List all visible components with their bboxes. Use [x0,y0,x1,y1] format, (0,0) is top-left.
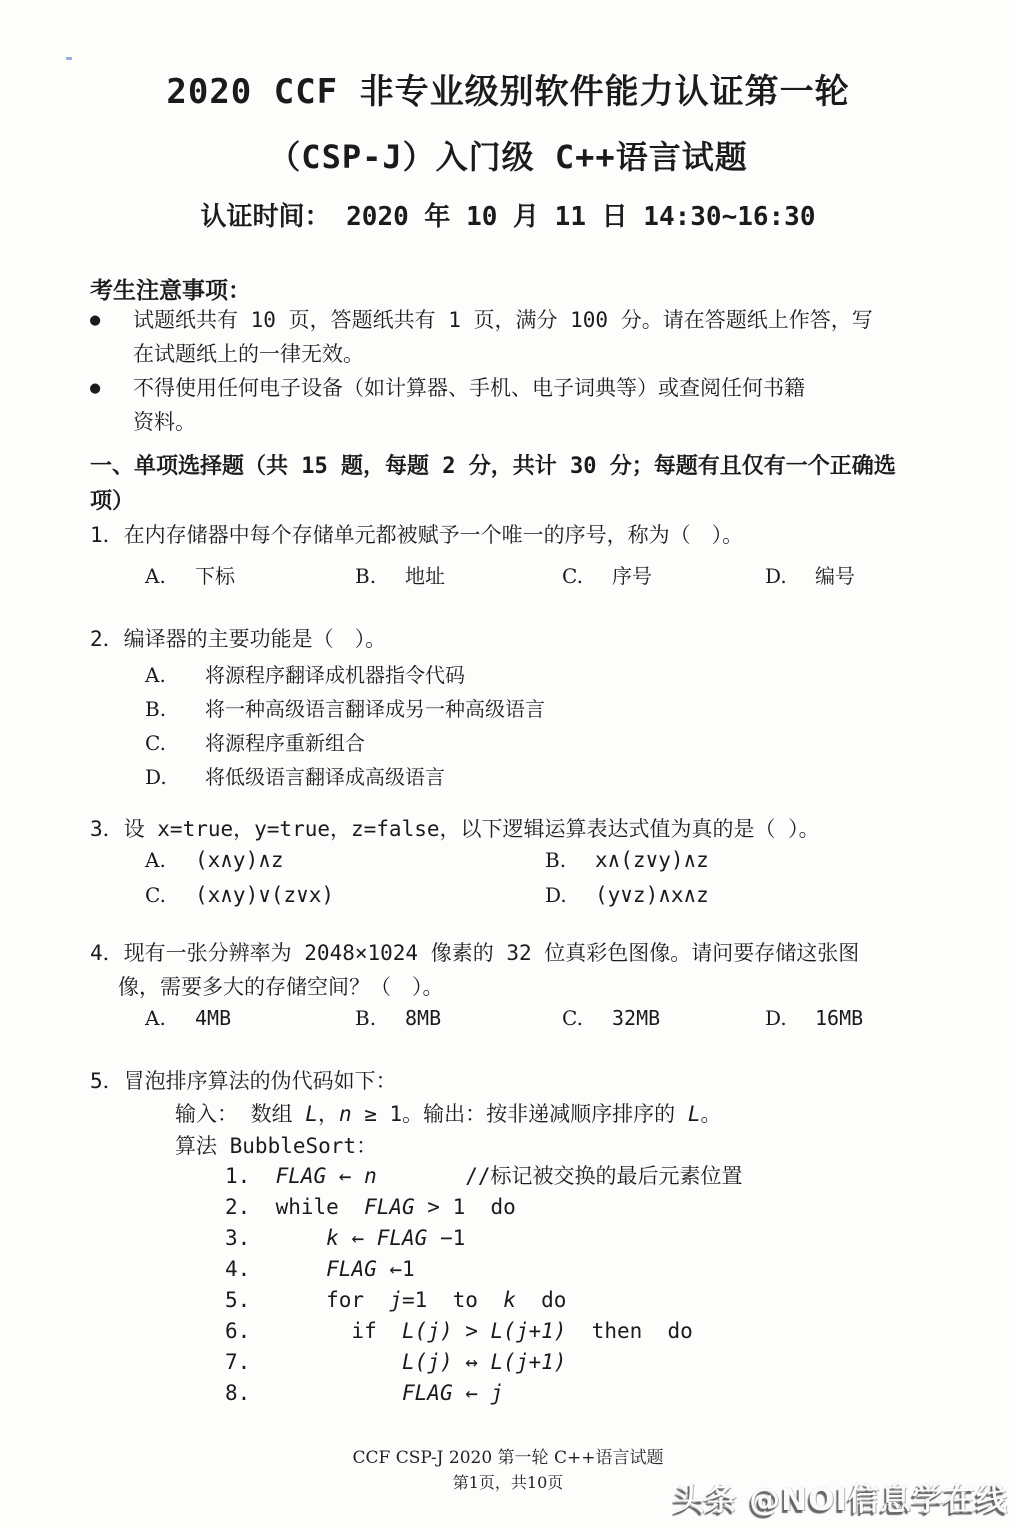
option-c: C. 序号 [562,564,652,588]
option-d: D. 16MB [765,1006,864,1030]
question-1-text: 1．在内存储器中每个存储单元都被赋予一个唯一的序号，称为（ ）。 [90,523,744,547]
stray-mark [66,57,72,60]
option-c: C. (x∧y)∨(z∨x) [145,883,335,907]
page-title-line2: （CSP-J）入门级 C++语言试题 [268,138,748,176]
bullet-icon: ● [90,378,101,398]
question-3-options [90,848,956,918]
question-5-input-output-line: 输入： 数组 L，n ≥ 1。输出：按非递减顺序排序的 L。 [175,1102,722,1126]
watermark: 头条 @NOI信息学在线 [673,1482,1008,1518]
option-b: B. 地址 [355,564,445,588]
notice-item-2 [90,371,956,439]
notice-item-text: 不得使用任何电子设备（如计算器、手机、电子词典等）或查阅任何书籍 资料。 [133,376,805,434]
footer-document-title: CCF CSP-J 2020 第一轮 C++语言试题 [352,1448,664,1468]
option-a: A. (x∧y)∧z [145,848,284,872]
pseudocode-line: 1. FLAG ← n //标记被交换的最后元素位置 [225,1164,743,1188]
option-a: A. 4MB [145,1006,232,1030]
pseudocode-block [225,1161,956,1409]
pseudocode-line: 7. L(j) ↔ L(j+1) [225,1350,567,1374]
section-heading: 一、单项选择题（共 15 题，每题 2 分，共计 30 分；每题有且仅有一个正确选 项） [90,454,896,514]
exam-time: 认证时间： 2020 年 10 月 11 日 14:30~16:30 [200,202,816,232]
pseudocode-line: 5. for j=1 to k do [225,1288,567,1312]
notice-heading: 考生注意事项： [90,278,251,304]
option-c: C. 将源程序重新组合 [145,731,365,755]
question-2-text: 2．编译器的主要功能是（ ）。 [90,627,387,651]
pseudocode-line: 8. FLAG ← j [225,1381,504,1405]
question-3-text: 3．设 x=true，y=true，z=false，以下逻辑运算表达式值为真的是（ ）。 [90,817,820,841]
notice-item-text: 试题纸共有 10 页，答题纸共有 1 页，满分 100 分。请在答题纸上作答，写 在试题纸上的一律无效。 [133,308,873,366]
question-4-options [90,1006,956,1040]
option-b: B. 将一种高级语言翻译成另一种高级语言 [145,697,545,721]
option-c: C. 32MB [562,1006,661,1030]
option-d: D. 将低级语言翻译成高级语言 [145,765,445,789]
footer-page-number: 第1页，共10页 [452,1473,564,1492]
option-d: D. 编号 [765,564,855,588]
option-a: A. 下标 [145,564,235,588]
question-5-algorithm-line: 算法 BubbleSort： [175,1134,378,1158]
bullet-icon: ● [90,310,101,330]
page-title-line1: 2020 CCF 非专业级别软件能力认证第一轮 [166,72,850,112]
question-1-options [90,560,956,594]
notice-item-1 [90,303,956,371]
question-4-text: 4．现有一张分辨率为 2048×1024 像素的 32 位真彩色图像。请问要存储这张图 像，需要多大的存储空间？（ ）。 [90,941,860,999]
option-d: D. (y∨z)∧x∧z [545,883,709,907]
pseudocode-line: 6. if L(j) > L(j+1) then do [225,1319,693,1343]
question-5-text: 5．冒泡排序算法的伪代码如下： [90,1069,397,1093]
pseudocode-line: 2. while FLAG > 1 do [225,1195,516,1219]
pseudocode-line: 3. k ← FLAG −1 [225,1226,466,1250]
option-b: B. 8MB [355,1006,442,1030]
pseudocode-line: 4. FLAG ←1 [225,1257,415,1281]
question-2-options [90,658,956,794]
option-a: A. 将源程序翻译成机器指令代码 [145,663,465,687]
option-b: B. x∧(z∨y)∧z [545,848,709,872]
